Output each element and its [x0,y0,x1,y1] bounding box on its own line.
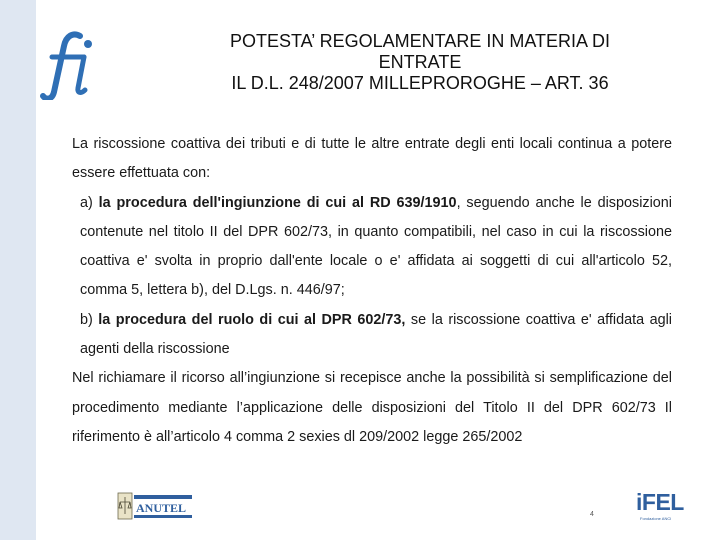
item-a-prefix: a) [80,194,99,211]
item-b-text: se la riscossione coattiva e' affidata agli agenti della riscossione [80,311,672,358]
ifel-logo-text: iFEL [636,489,684,515]
anutel-logo-text: ANUTEL [136,501,187,515]
item-a-text: , seguendo anche le disposizioni contenute nel titolo II del DPR 602/73, in quanto compatibili, nel caso in cui la riscossione coattiva e' svolta in proprio dall'ente locale o e' affidata ai soggetti di cui all'articolo 52, comma 5, lettera b), del D.Lgs. n. 446/97; [80,194,673,299]
ifel-logo-subtitle: Fondazione ANCI [640,516,672,521]
intro-paragraph: La riscossione coattiva dei tributi e di tutte le altre entrate degli enti locali continua a potere essere effettuata con: [72,136,672,182]
item-b-prefix: b) [80,311,99,328]
slide-title [150,31,690,94]
page-number: 4 [590,511,594,518]
item-b-bold: la procedura del ruolo di cui al DPR 602/73, [98,311,406,328]
left-decorative-band [0,0,36,540]
fi-logo-icon [40,30,102,100]
slide-body [72,130,672,452]
title-line-1: POTESTA’ REGOLAMENTARE IN MATERIA DI [229,31,611,51]
closing-paragraph: Nel richiamare il ricorso all’ingiunzione si recepisce anche la possibilità si semplificazione del procedimento mediante l’applicazione delle disposizioni del Titolo II del DPR 602/73 Il riferimento è all’articolo 4 comma 2 sexies dl 209/2002 legge 265/2002 [72,370,672,445]
anutel-logo [116,492,194,522]
title-line-2: ENTRATE [378,52,462,72]
item-a-paragraph [72,189,672,306]
item-a-bold: la procedura dell'ingiunzione di cui al RD 639/1910 [98,194,457,211]
title-line-3: IL D.L. 248/2007 MILLEPROROGHE – ART. 36 [231,73,609,93]
item-b-paragraph [72,306,672,365]
